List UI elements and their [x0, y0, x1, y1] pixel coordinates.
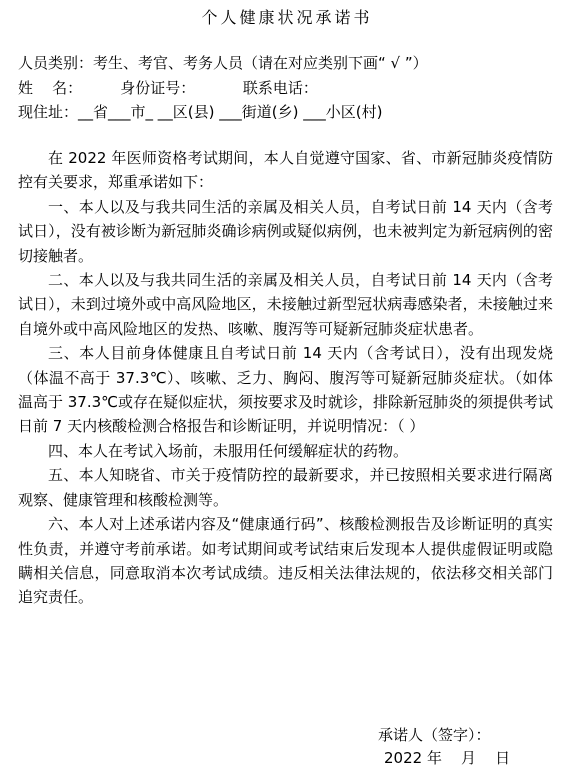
date-line: 2022 年 月 日 [384, 749, 511, 767]
pledge-item-1: 一、本人以及与我共同生活的亲属及相关人员，自考试日前 14 天内（含考试日），没有被诊断为新冠肺炎确诊病例或疑似病例，也未被判定为新冠病例的密切接触者。 [18, 197, 553, 265]
signer-label: 承诺人（签字）： [378, 726, 491, 744]
personnel-category-line: 人员类别：考生、考官、考务人员（请在对应类别下画“ √ ”） [18, 54, 428, 72]
pledge-body [18, 146, 553, 610]
name-id-phone-line: 姓 名： 身份证号： 联系电话： [18, 79, 318, 97]
pledge-item-4: 四、本人在考试入场前，未服用任何缓解症状的药物。 [48, 441, 409, 460]
pledge-item-5: 五、本人知晓省、市关于疫情防控的最新要求，并已按照相关要求进行隔离观察、健康管理和核酸检测等。 [18, 466, 553, 509]
address-line: 现住址：__省___市_ __区(县) ___街道(乡) ___小区(村) [18, 103, 383, 121]
pledge-item-2: 二、本人以及与我共同生活的亲属及相关人员，自考试日前 14 天内（含考试日），未到过境外或中高风险地区，未接触过新型冠状病毒感染者，未接触过来自境外或中高风险地区的发热、咳嗽、腹泻等可疑新冠肺炎症状患者。 [18, 271, 553, 338]
pledge-item-3: 三、本人目前身体健康且自考试日前 14 天内（含考试日），没有出现发烧（体温不高于 37.3℃）、咳嗽、乏力、胸闷、腹泻等可疑新冠肺炎症状。（如体温高于 37.3℃或存在疑似症状，须按要求及时就诊，排除新冠肺炎的须提供考试日前 7 天内核酸检测合格报告和诊断证明，并说明情况：（ ） [18, 344, 554, 436]
intro-paragraph: 在 2022 年医师资格考试期间，本人自觉遵守国家、省、市新冠肺炎疫情防控有关要求，郑重承诺如下： [18, 149, 553, 192]
document-title: 个人健康状况承诺书 [201, 8, 373, 27]
pledge-item-6: 六、本人对上述承诺内容及“健康通行码”、核酸检测报告及诊断证明的真实性负责，并遵守考前承诺。如考试期间或考试结束后发现本人提供虚假证明或隐瞒相关信息，同意取消本次考试成绩。违反相关法律法规的，依法移交相关部门追究责任。 [18, 515, 553, 607]
